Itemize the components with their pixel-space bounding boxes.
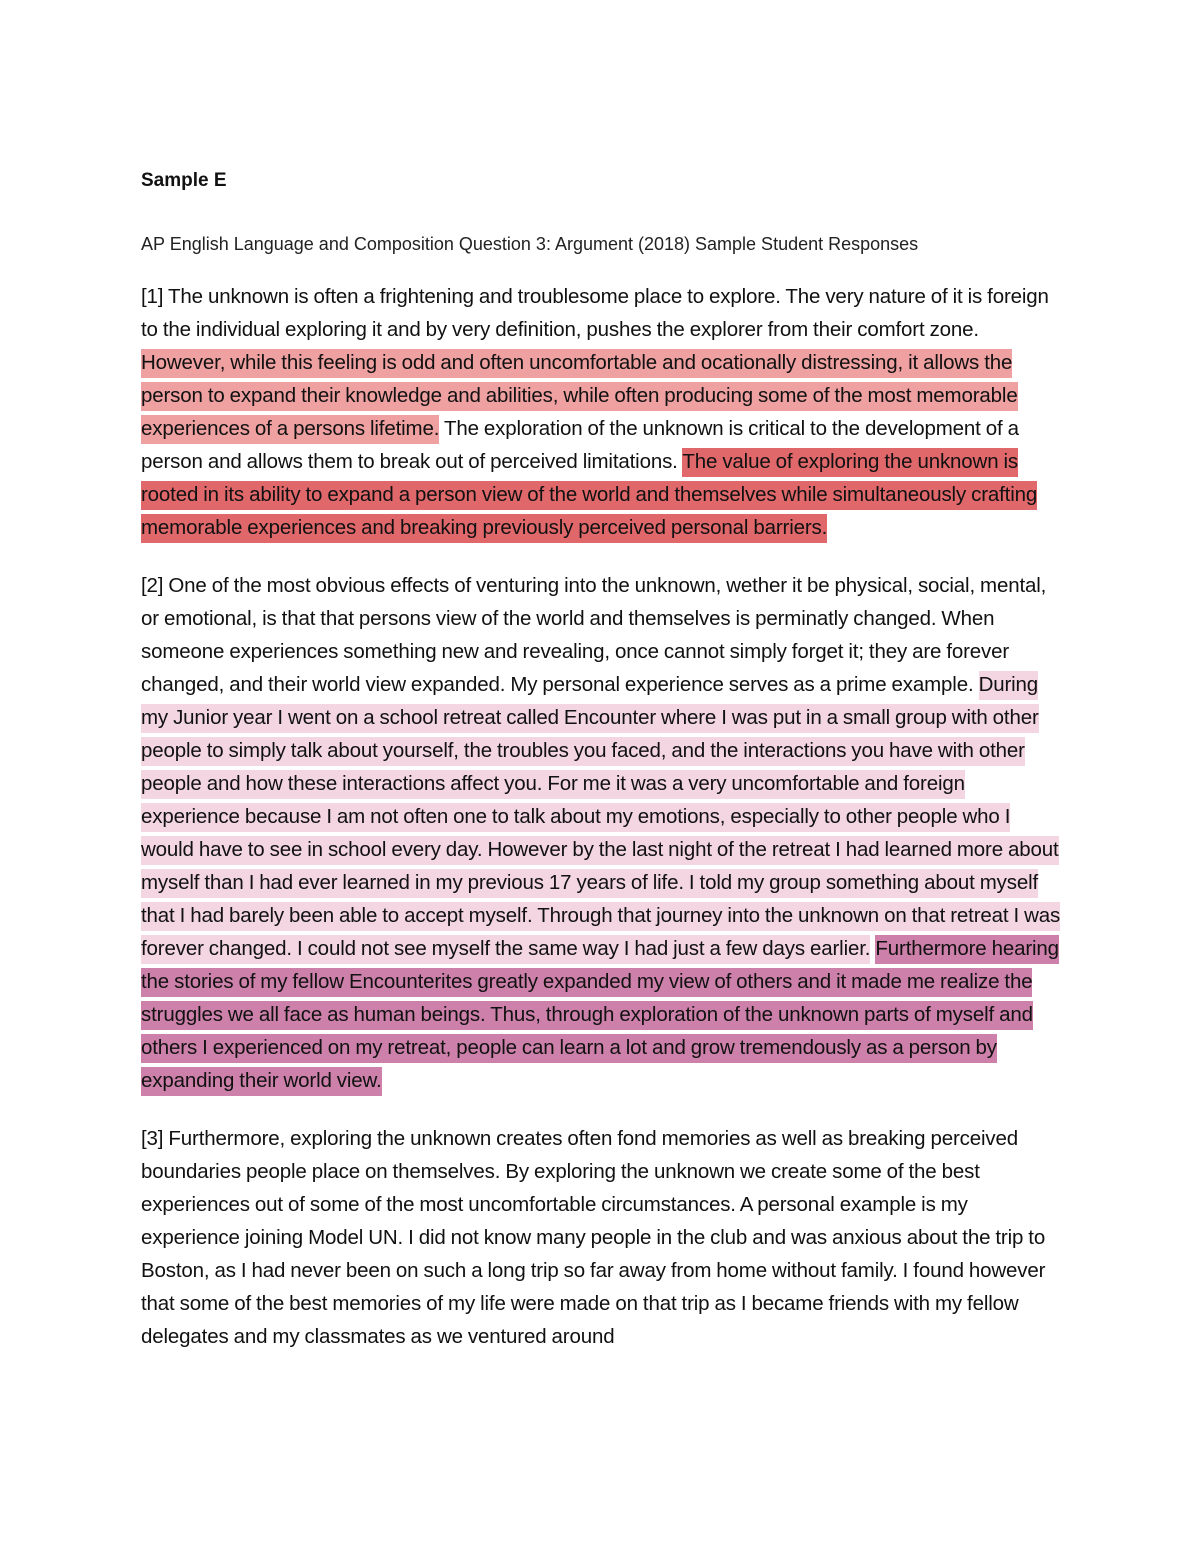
paragraph-text: One of the most obvious effects of venturing into the unknown, wether it be physical, social, mental, or emotional, is that that persons view of the world and themselves is perminatly changed. When someone experiences something new and revealing, once cannot simply forget it; they are forever changed, and their world view expanded. My personal experience serves as a prime example. — [141, 574, 1047, 696]
document-body — [141, 168, 1066, 1378]
paragraph-1 — [141, 280, 1066, 544]
paragraph-text: Furthermore, exploring the unknown creates often fond memories as well as breaking perceived boundaries people place on themselves. By exploring the unknown we create some of the best experiences out of some of the most uncomfortable circumstances. A personal example is my experience joining Model UN. I did not know many people in the club and was anxious about the trip to Boston, as I had never been on such a long trip so far away from home without family. I found however that some of the best memories of my life were made on that trip as I became friends with my fellow delegates and my classmates as we ventured around — [141, 1127, 1046, 1348]
document-title: Sample E — [141, 170, 227, 191]
paragraph-label: [3] — [141, 1127, 164, 1150]
paragraph-2 — [141, 569, 1066, 1097]
paragraph-label: [1] — [141, 285, 164, 308]
highlight-commentary: Furthermore hearing the stories of my fellow Encounterites greatly expanded my view of others and it made me realize the struggles we all face as human beings. Thus, through exploration of the unknown parts of myself and others I experienced on my retreat, people can learn a lot and grow tremendously as a person by expanding their world view. — [141, 935, 1059, 1096]
highlight-thesis-claim: However, while this feeling is odd and often uncomfortable and ocationally distressing, it allows the person to expand their knowledge and abilities, while often producing some of the most memorable experiences of a persons lifetime. — [141, 349, 1018, 444]
paragraph-label: [2] — [141, 574, 164, 597]
paragraph-3 — [141, 1122, 1066, 1353]
paragraph-text: The unknown is often a frightening and troublesome place to explore. The very nature of it is foreign to the individual exploring it and by very definition, pushes the explorer from their comfort zone. — [141, 285, 1049, 341]
paragraph-text: The exploration of the unknown is critical to the development of a person and allows them to break out of perceived limitations. — [141, 417, 1019, 473]
highlight-thesis-statement: The value of exploring the unknown is rooted in its ability to expand a person view of the world and themselves while simultaneously crafting memorable experiences and breaking previously perceived personal barriers. — [141, 448, 1037, 543]
highlight-evidence: During my Junior year I went on a school retreat called Encounter where I was put in a small group with other people to simply talk about yourself, the troubles you faced, and the interactions you have with other people and how these interactions affect you. For me it was a very uncomfortable and foreign experience because I am not often one to talk about my emotions, especially to other people who I would have to see in school every day. However by the last night of the retreat I had learned more about myself than I had ever learned in my previous 17 years of life. I told my group something about myself that I had barely been able to accept myself. Through that journey into the unknown on that retreat I was forever changed. I could not see myself the same way I had just a few days earlier. — [141, 671, 1060, 964]
document-subtitle: AP English Language and Composition Question 3: Argument (2018) Sample Student Responses — [141, 234, 919, 254]
